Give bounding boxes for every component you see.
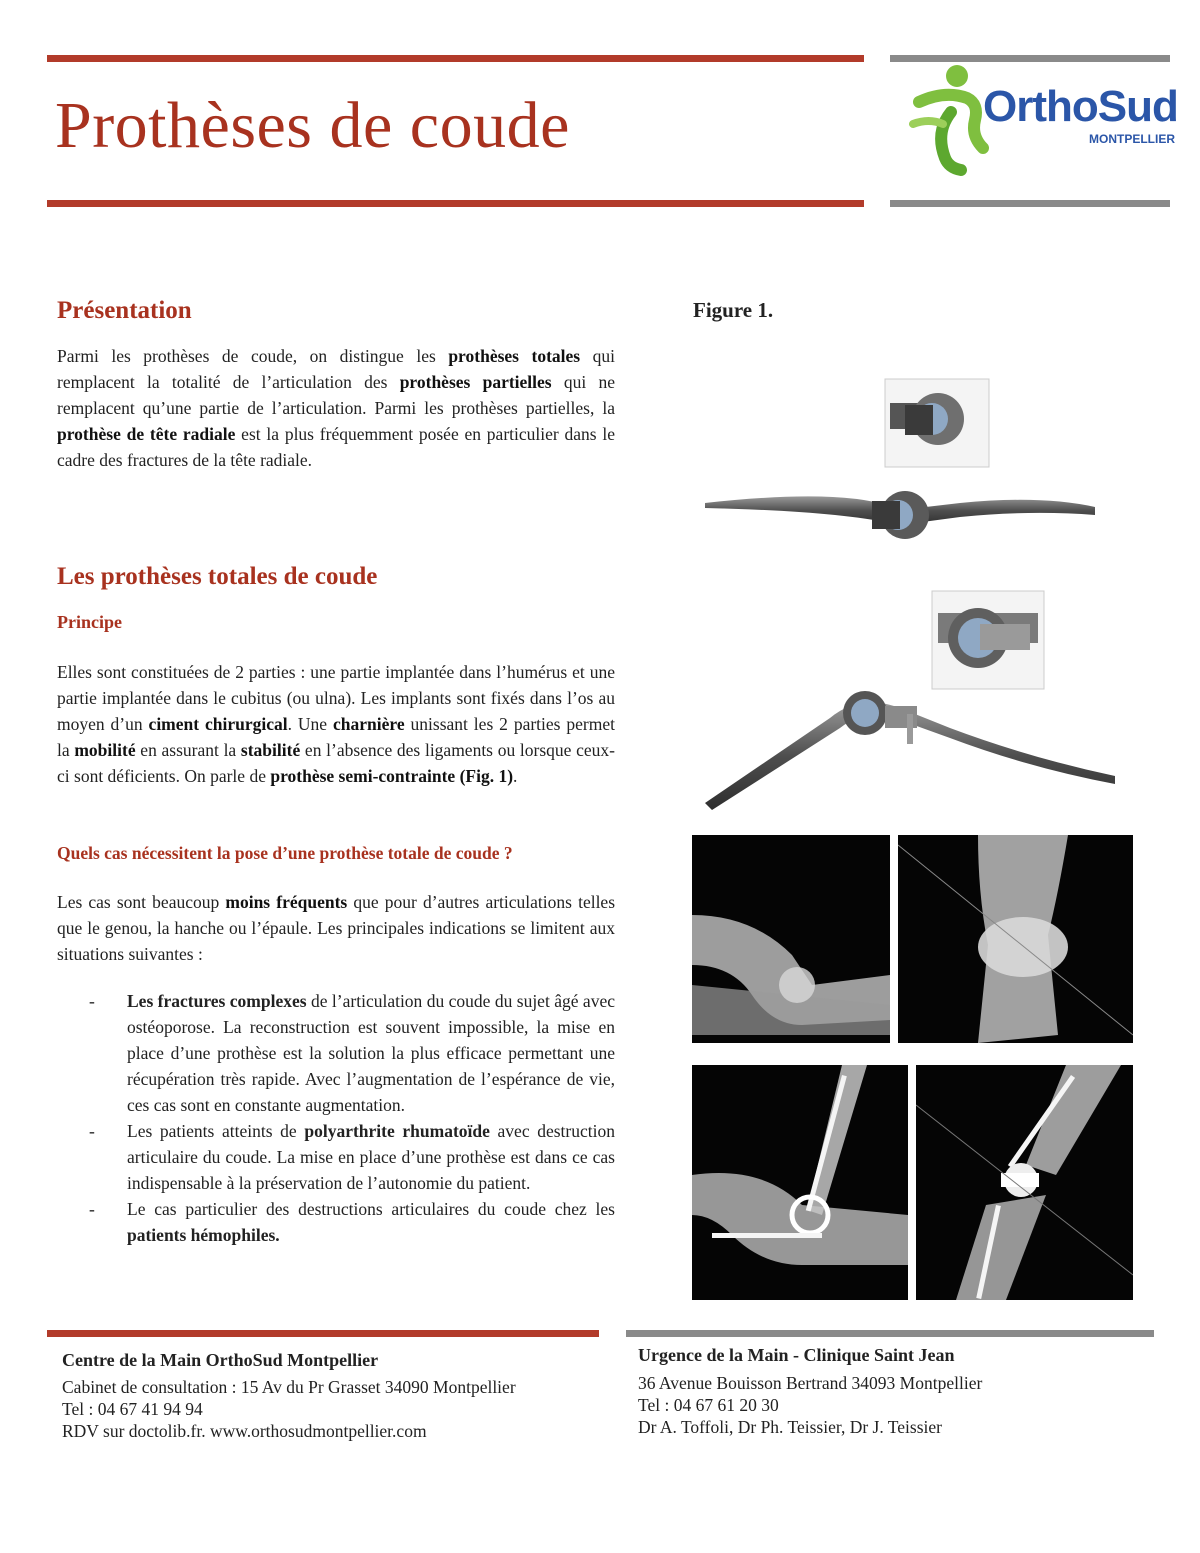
page-title: Prothèses de coude <box>55 89 570 162</box>
footer-rule-left <box>47 1330 599 1337</box>
footer-left-address: Cabinet de consultation : 15 Av du Pr Grasset 34090 Montpellier <box>62 1377 516 1397</box>
header-bottom-rule-grey <box>890 200 1170 207</box>
question-paragraph: Les cas sont beaucoup moins fréquents que pour d’autres articulations telles que le genou, la hanche ou l’épaule. Les principales indications se limitent aux situations suivantes : <box>57 892 616 964</box>
presentation-paragraph: Parmi les prothèses de coude, on distingue les prothèses totales qui remplacent la totalité de l’articulation des prothèses partielles qui ne remplacent qu’une partie de l’articulation. Parmi les prothèses partielles, la prothèse de tête radiale est la plus fréquemment posée en particulier dans le cadre des fractures de la tête radiale. <box>57 346 615 470</box>
orthosud-logo <box>905 62 1178 182</box>
logo-subtitle: MONTPELLIER <box>1089 132 1175 146</box>
header-top-rule <box>47 55 864 62</box>
header-bottom-rule <box>47 200 864 207</box>
xray-ap-preop <box>898 835 1133 1043</box>
footer-right-address: 36 Avenue Bouisson Bertrand 34093 Montpellier <box>638 1373 983 1393</box>
header-top-rule-grey <box>890 55 1170 62</box>
logo-wordmark: OrthoSud <box>983 82 1178 131</box>
footer-left-website[interactable]: RDV sur doctolib.fr. www.orthosudmontpellier.com <box>62 1421 427 1441</box>
list-item: - Les patients atteints de polyarthrite rhumatoïde avec destruction articulaire du coude. La mise en place d’une prothèse est dans ce cas indispensable à la préservation de l’autonomie du patient. <box>57 1118 615 1196</box>
figure-label: Figure 1. <box>693 298 774 322</box>
principe-paragraph: Elles sont constituées de 2 parties : une partie implantée dans l’humérus et une partie implantée dans le cubitus (ou ulna). Les implants sont fixés dans l’os au moyen d’un ciment chirurgical. Une charnière unissant les 2 parties permet la mobilité en assurant la stabilité en l’absence des ligaments ou lorsque ceux-ci sont déficients. On parle de prothèse semi-contrainte (Fig. 1). <box>57 662 615 786</box>
list-item: - Les fractures complexes de l’articulation du coude du sujet âgé avec ostéoporose. La reconstruction est souvent impossible, la mise en place d’une prothèse est la solution la plus efficace permettant une récupération très rapide. Avec l’augmentation de l’espérance de vie, ces cas sont en constante augmentation. <box>57 988 615 1118</box>
footer-right-phone: Tel : 04 67 61 20 30 <box>638 1395 779 1415</box>
runner-icon <box>905 62 995 177</box>
xray-ap-postop <box>916 1065 1133 1300</box>
indications-list <box>57 988 615 1248</box>
section-heading-totales: Les prothèses totales de coude <box>57 563 378 590</box>
subheading-question: Quels cas nécessitent la pose d’une prothèse totale de coude ? <box>57 843 513 863</box>
subheading-principe: Principe <box>57 612 122 632</box>
prosthesis-straight-image <box>700 375 1100 555</box>
footer-right-doctors: Dr A. Toffoli, Dr Ph. Teissier, Dr J. Teissier <box>638 1417 942 1437</box>
xray-lateral-postop <box>692 1065 908 1300</box>
footer-left-title: Centre de la Main OrthoSud Montpellier <box>62 1350 379 1370</box>
prosthesis-bent-image <box>700 588 1120 818</box>
footer-rule-right <box>626 1330 1154 1337</box>
footer-right-title: Urgence de la Main - Clinique Saint Jean <box>638 1345 955 1365</box>
xray-lateral-preop <box>692 835 890 1043</box>
section-heading-presentation: Présentation <box>57 297 192 324</box>
list-item: - Le cas particulier des destructions articulaires du coude chez les patients hémophiles. <box>57 1196 615 1248</box>
footer-left-phone: Tel : 04 67 41 94 94 <box>62 1399 203 1419</box>
